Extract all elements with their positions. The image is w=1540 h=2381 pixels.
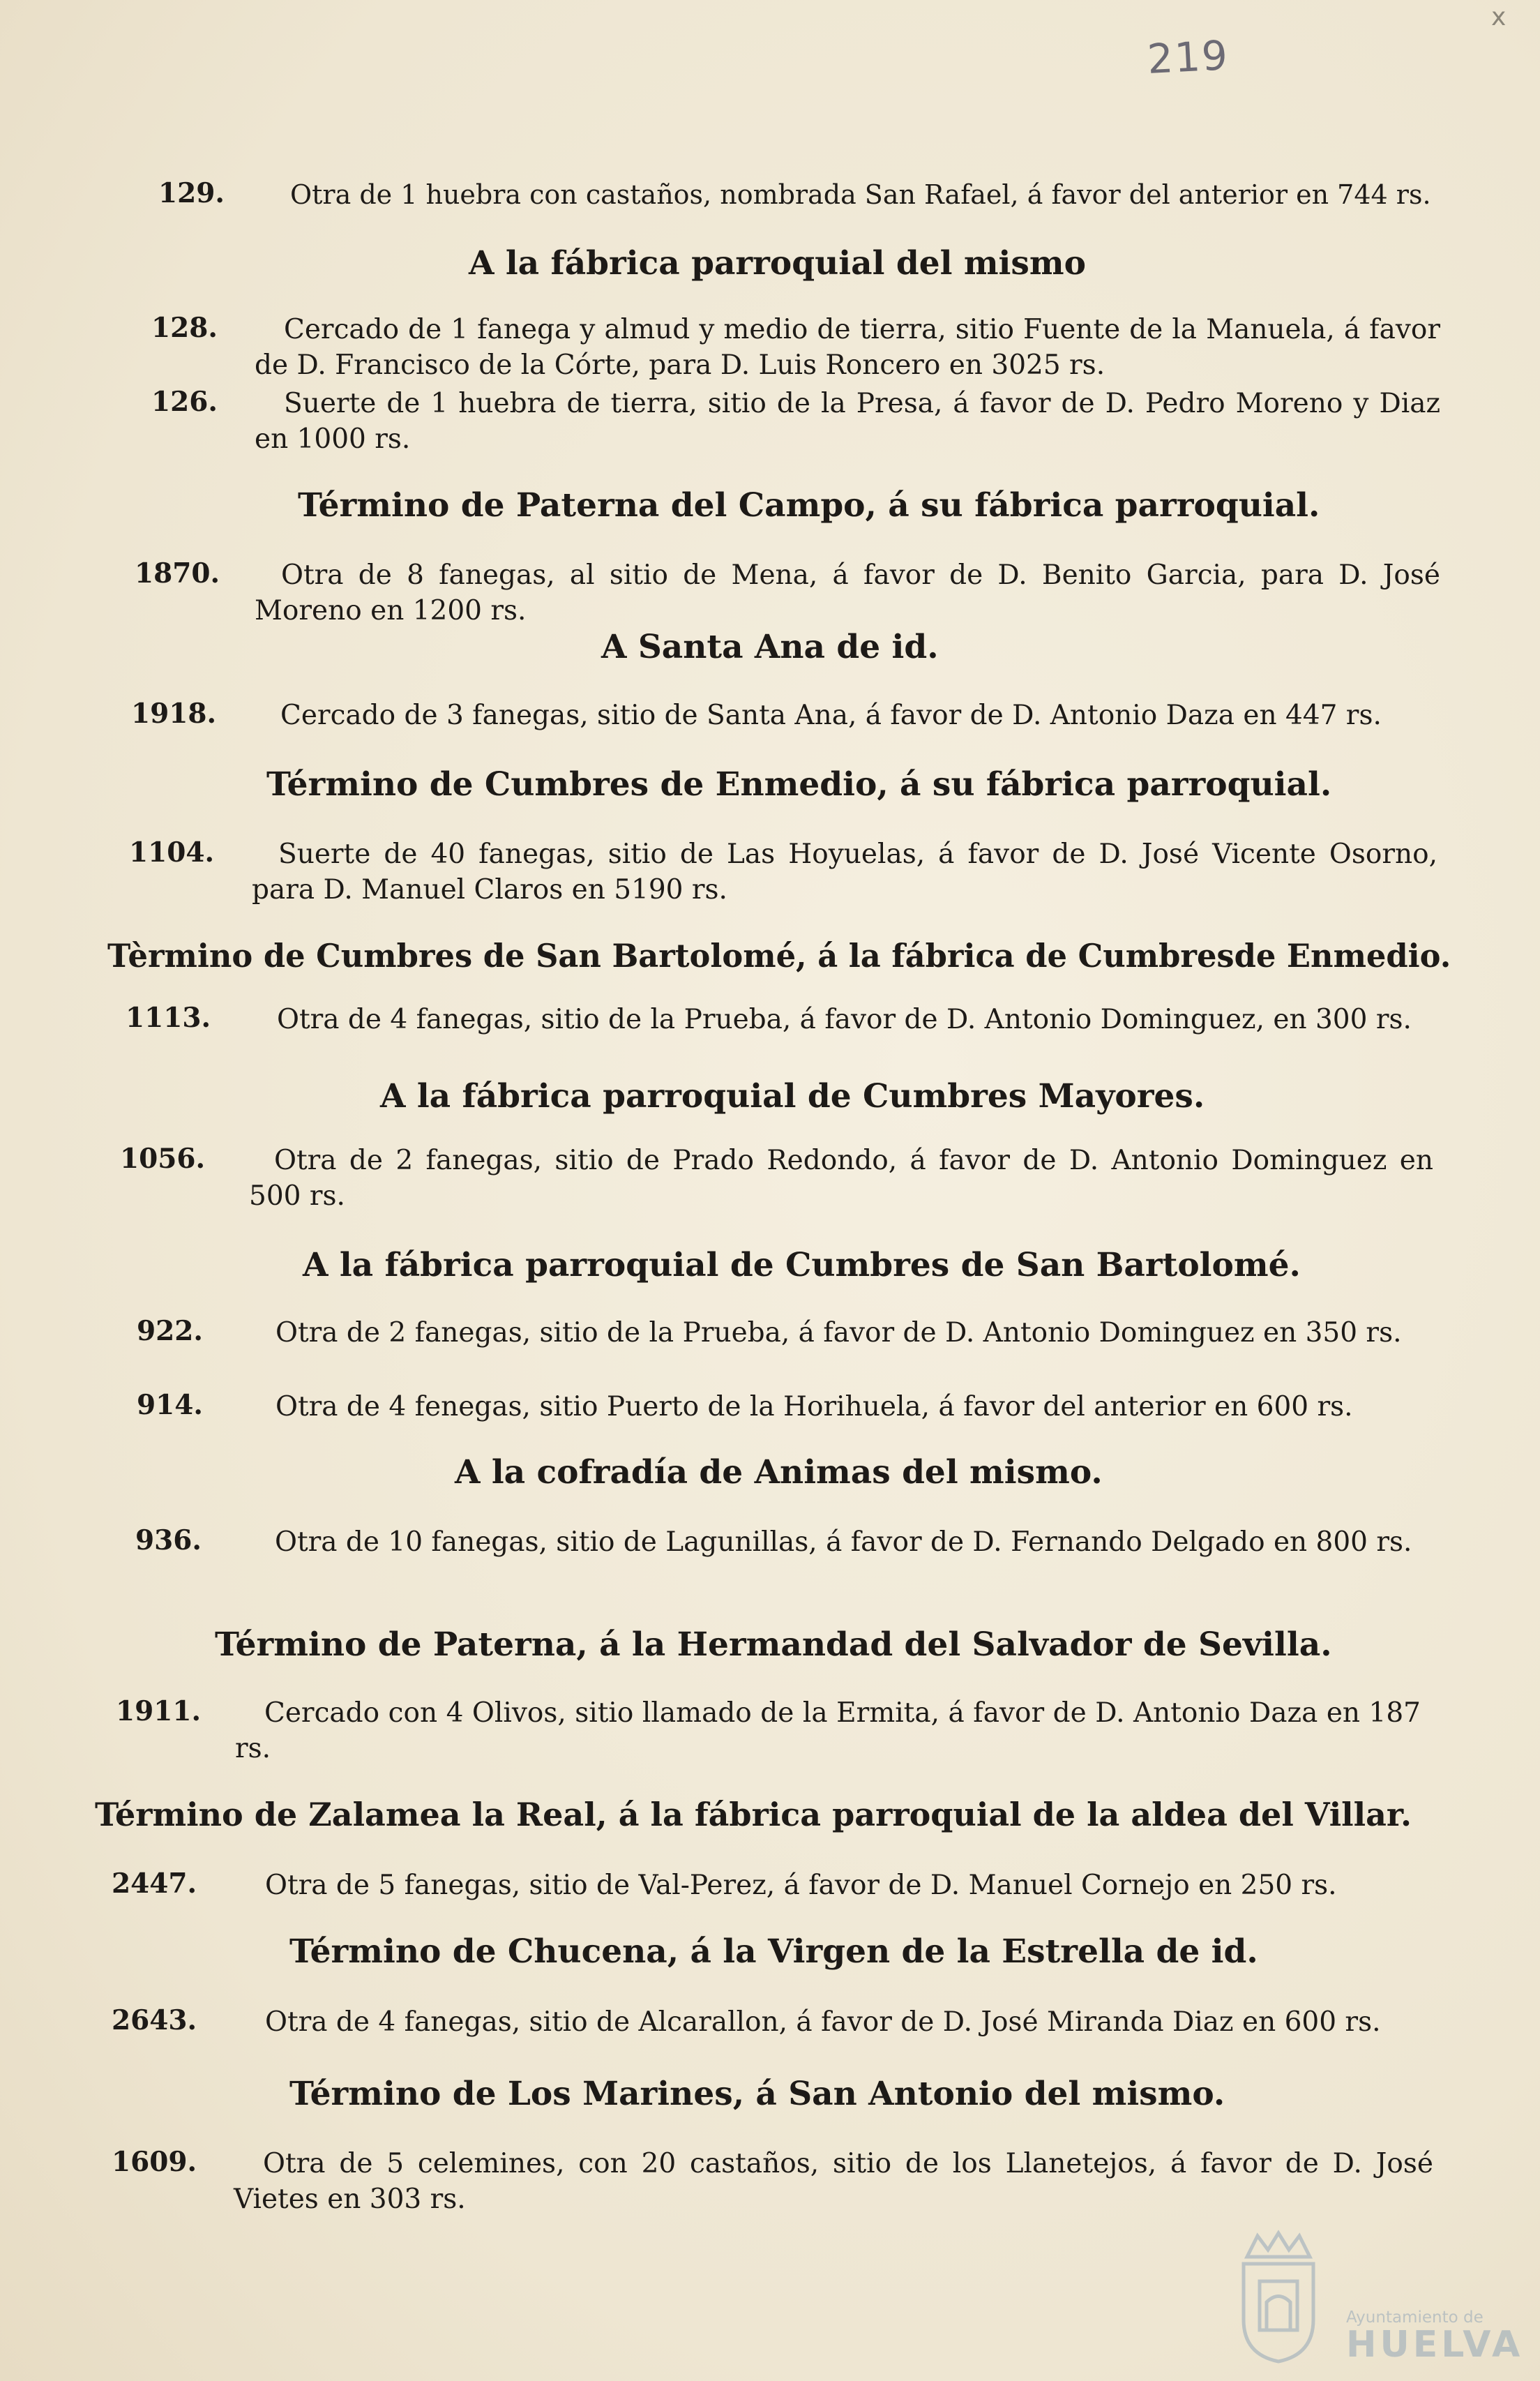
corner-mark: x: [1491, 3, 1507, 31]
section-heading: A la fábrica parroquial de Cumbres Mayores.: [380, 1077, 1205, 1116]
entry-text: Cercado de 1 fanega y almud y medio de tierra, sitio Fuente de la Manuela, á favor de D. Francisco de la Córte, para D. Luis Roncero en 3025 rs.: [255, 314, 1440, 381]
page-number: 219: [1146, 31, 1230, 84]
entry-number: 2447.: [112, 1868, 197, 1900]
entry-number: 1609.: [112, 2146, 197, 2178]
entry-text: Otra de 2 fanegas, sitio de la Prueba, á favor de D. Antonio Dominguez en 350 rs.: [275, 1317, 1402, 1349]
entry-number: 1056.: [120, 1143, 206, 1175]
entry-text: Otra de 1 huebra con castaños, nombrada San Rafael, á favor del anterior en 744 rs.: [290, 179, 1431, 210]
section-heading: A la cofradía de Animas del mismo.: [455, 1453, 1103, 1492]
entry-number: 1911.: [116, 1695, 202, 1727]
entry-number: 2643.: [112, 2004, 197, 2036]
watermark-stamp: [1233, 2229, 1524, 2366]
entry-text: Otra de 4 fenegas, sitio Puerto de la Horihuela, á favor del anterior en 600 rs.: [275, 1391, 1353, 1422]
entry-number: 1104.: [129, 836, 215, 869]
section-heading: Tèrmino de Cumbres de San Bartolomé, á la fábrica de Cumbresde Enmedio.: [107, 937, 1451, 975]
entry-number: 1113.: [126, 1002, 211, 1034]
entry-text: Otra de 4 fanegas, sitio de la Prueba, á favor de D. Antonio Dominguez, en 300 rs.: [277, 1004, 1412, 1035]
entry-text: Otra de 4 fanegas, sitio de Alcarallon, á favor de D. José Miranda Diaz en 600 rs.: [265, 2006, 1381, 2038]
entry-text: Cercado de 3 fanegas, sitio de Santa Ana, á favor de D. Antonio Daza en 447 rs.: [280, 700, 1382, 731]
entry-number: 128.: [151, 312, 218, 344]
entry-text: Cercado con 4 Olivos, sitio llamado de la Ermita, á favor de D. Antonio Daza en 187 rs.: [235, 1697, 1421, 1764]
entry-number: 126.: [151, 386, 218, 418]
entry-text: Otra de 10 fanegas, sitio de Lagunillas, á favor de D. Fernando Delgado en 800 rs.: [275, 1526, 1412, 1558]
entry-number: 129.: [158, 177, 225, 209]
coat-of-arms-icon: [1233, 2229, 1324, 2365]
watermark-line2: HUELVA: [1346, 2324, 1524, 2366]
entry-number: 936.: [135, 1524, 202, 1556]
entry-text: Suerte de 1 huebra de tierra, sitio de la Presa, á favor de D. Pedro Moreno y Diaz en 1000 rs.: [255, 388, 1440, 455]
entry-text: Otra de 2 fanegas, sitio de Prado Redondo, á favor de D. Antonio Dominguez en 500 rs.: [249, 1145, 1433, 1212]
entry-number: 922.: [137, 1315, 203, 1347]
entry-text: Suerte de 40 fanegas, sitio de Las Hoyuelas, á favor de D. José Vicente Osorno, para D. Manuel Claros en 5190 rs.: [252, 839, 1437, 906]
section-heading: A la fábrica parroquial del mismo: [469, 244, 1086, 283]
section-heading: A Santa Ana de id.: [601, 628, 939, 666]
section-heading: A la fábrica parroquial de Cumbres de San Bartolomé.: [303, 1246, 1301, 1284]
entry-number: 914.: [137, 1389, 203, 1421]
section-heading: Término de Paterna, á la Hermandad del Salvador de Sevilla.: [215, 1625, 1332, 1664]
section-heading: Término de Chucena, á la Virgen de la Estrella de id.: [289, 1932, 1258, 1971]
section-heading: Término de Paterna del Campo, á su fábrica parroquial.: [298, 486, 1320, 525]
section-heading: Término de Zalamea la Real, á la fábrica parroquial de la aldea del Villar.: [95, 1796, 1412, 1833]
watermark-line1: Ayuntamiento de: [1346, 2308, 1484, 2327]
entry-text: Otra de 8 fanegas, al sitio de Mena, á favor de D. Benito Garcia, para D. José Moreno en 1200 rs.: [255, 559, 1440, 626]
entry-text: Otra de 5 celemines, con 20 castaños, sitio de los Llanetejos, á favor de D. José Vietes en 303 rs.: [234, 2148, 1433, 2215]
entry-number: 1870.: [135, 557, 220, 589]
section-heading: Término de Cumbres de Enmedio, á su fábrica parroquial.: [266, 765, 1332, 804]
entry-number: 1918.: [131, 698, 217, 730]
section-heading: Término de Los Marines, á San Antonio del mismo.: [289, 2075, 1225, 2113]
entry-text: Otra de 5 fanegas, sitio de Val-Perez, á favor de D. Manuel Cornejo en 250 rs.: [265, 1870, 1337, 1901]
